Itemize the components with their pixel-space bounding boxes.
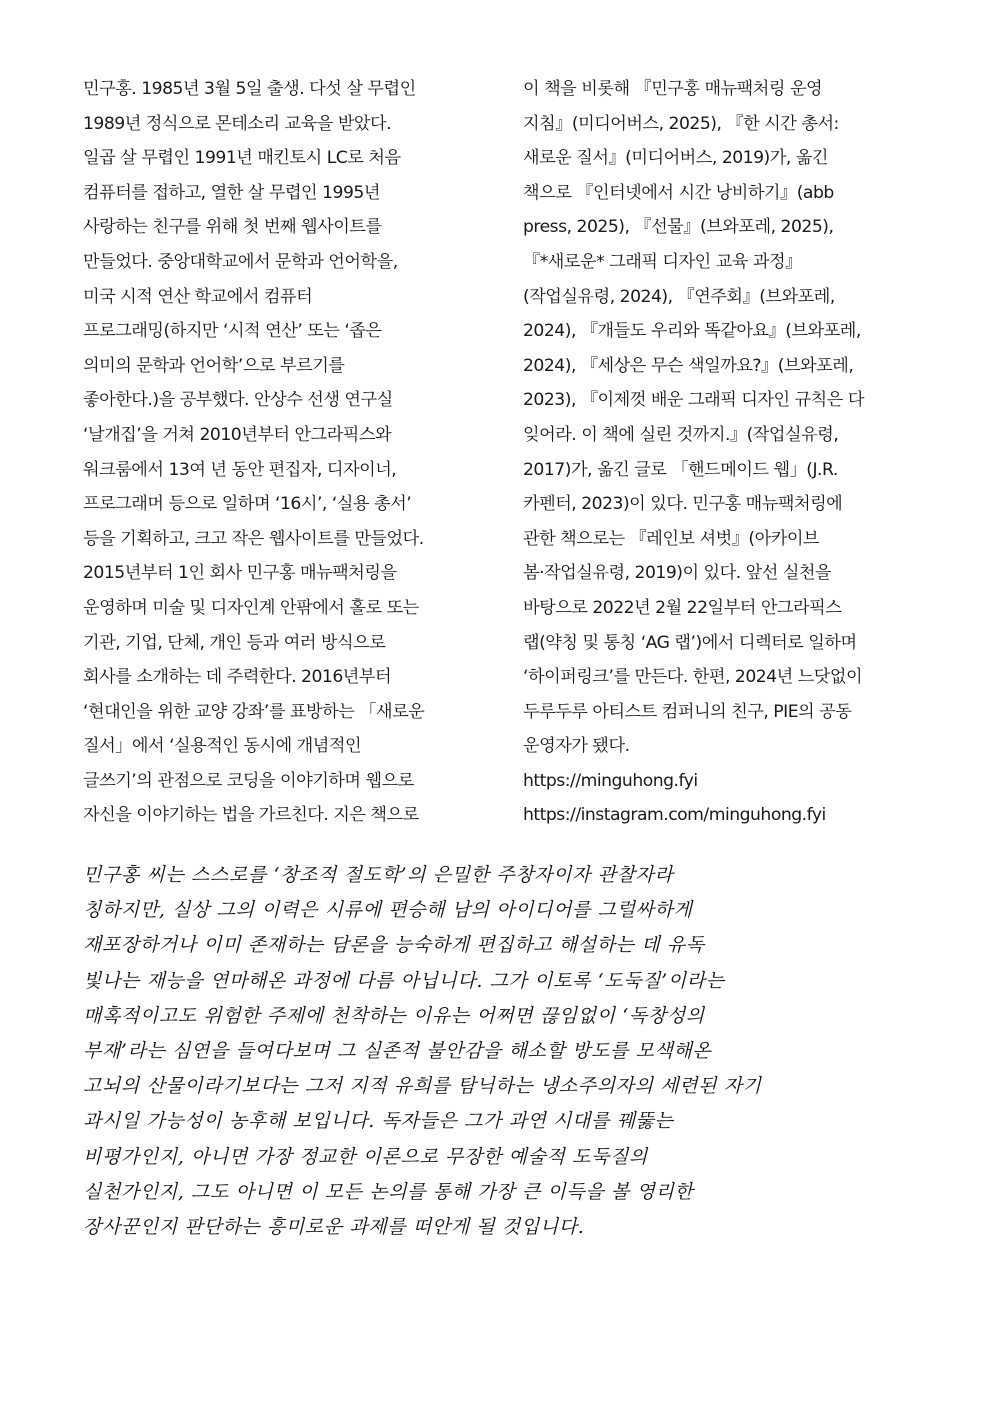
bio-left-column: 민구홍. 1985년 3월 5일 출생. 다섯 살 무렵인 1989년 정식으로 몬테소리 교육을 받았다. 일곱 살 무렵인 1991년 매킨토시 LC로 처음 컴퓨터를 접하고, 열한 살 무렵인 1995년 사랑하는 친구를 위해 첫 번째 웹사이트를 만들었다. 중앙대학교에서 문학과 언어학을, 미국 시적 연산 학교에서 컴퓨터 프로그래밍(하지만 ‘시적 연산’ 또는 ‘좁은 의미의 문학과 언어학’으로 부르기를 좋아한다.)을 공부했다. 안상수 선생 연구실 ‘날개집’을 거쳐 2010년부터 안그라픽스와 워크룸에서 13여 년 동안 편집자, 디자이너, 프로그래머 등으로 일하며 ‘16시’, ‘실용 총서’ 등을 기획하고, 크고 작은 웹사이트를 만들었다. 2015년부터 1인 회사 민구홍 매뉴팩처링을 운영하며 미술 및 디자인계 안팎에서 홀로 또는 기관, 기업, 단체, 개인 등과 여러 방식으로 회사를 소개하는 데 주력한다. 2016년부터 ‘현대인을 위한 교양 강좌’를 표방하는 「새로운 질서」에서 ‘실용적인 동시에 개념적인 글쓰기’의 관점으로 코딩을 이야기하며 웹으로 자신을 이야기하는 법을 가르친다. 지은 책으로 xyxy=(83,79,425,826)
handwritten-commentary: 민구홍 씨는 스스로를 ‘창조적 절도학’의 은밀한 주창자이자 관찰자라 칭하지만, 실상 그의 이력은 시류에 편승해 남의 아이디어를 그럴싸하게 재포장하거나 이미 존재하는 담론을 능숙하게 편집하고 해설하는 데 유독 빛나는 재능을 연마해온 과정에 다름 아닙니다. 그가 이토록 ‘도둑질’이라는 매혹적이고도 위험한 주제에 천착하는 이유는 어쩌면 끊임없이 ‘독창성의 부재’라는 심연을 들여다보며 그 실존적 불안감을 해소할 방도를 모색해온 고뇌의 산물이라기보다는 그저 지적 유희를 탐닉하는 냉소주의자의 세련된 자기 과시일 가능성이 농후해 보입니다. 독자들은 그가 과연 시대를 꿰뚫는 비평가인지, 아니면 가장 정교한 이론으로 무장한 예술적 도둑질의 실천가인지, 그도 아니면 이 모든 논의를 통해 가장 큰 이득을 볼 영리한 장사꾼인지 판단하는 흥미로운 과제를 떠안게 될 것입니다. xyxy=(83,864,762,1239)
author-bio xyxy=(83,72,923,826)
bio-right-column: 이 책을 비롯해 『민구홍 매뉴팩처링 운영 지침』(미디어버스, 2025), 『한 시간 총서: 새로운 질서』(미디어버스, 2019)가, 옮긴 책으로 『인터넷에서 시간 낭비하기』(abb press, 2025), 『선물』(브와포레, 2025), 『*새로운* 그래픽 디자인 교육 과정』 (작업실유령, 2024), 『연주회』(브와포레, 2024), 『개들도 우리와 똑같아요』(브와포레, 2024), 『세상은 무슨 색일까요?』(브와포레, 2023), 『이제껏 배운 그래픽 디자인 규칙은 다 잊어라. 이 책에 실린 것까지.』(작업실유령, 2017)가, 옮긴 글로 「핸드메이드 웹」(J.R. 카펜터, 2023)이 있다. 민구홍 매뉴팩처링에 관한 책으로는 『레인보 셔벗』(아카이브 봄·작업실유령, 2019)이 있다. 앞선 실천을 바탕으로 2022년 2월 22일부터 안그라픽스 랩(약칭 및 통칭 ‘AG 랩’)에서 디렉터로 일하며 ‘하이퍼링크’를 만든다. 한편, 2024년 느닷없이 두루두루 아티스트 컴퍼니의 친구, PIE의 공동 운영자가 됐다. https://minguhong.fyi https://instagram.com/minguhong.fyi xyxy=(523,79,864,826)
